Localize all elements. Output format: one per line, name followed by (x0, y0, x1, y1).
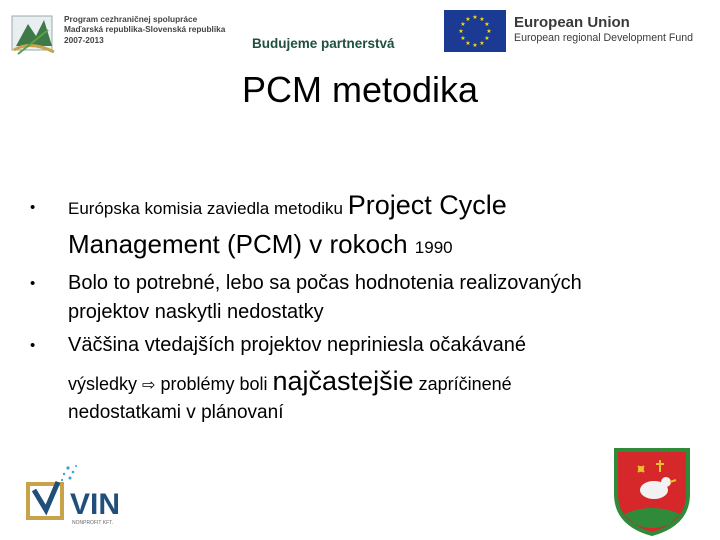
bullet-3-text-a: výsledky (68, 374, 143, 394)
bullet-1-text-big: Project Cycle (347, 190, 507, 220)
eu-flag-icon (444, 10, 506, 52)
bullet-marker: • (30, 275, 36, 292)
eu-subtitle: European regional Development Fund (514, 32, 694, 44)
bullet-marker: • (30, 337, 36, 354)
bullet-1-line-2 (68, 228, 453, 264)
program-line-1: Program cezhraničnej spolupráce (64, 14, 198, 24)
coat-of-arms-icon (610, 444, 694, 536)
program-logo-icon (8, 10, 60, 60)
svg-text:★: ★ (472, 14, 478, 21)
vin-logo-text: VIN (70, 488, 121, 521)
bullet-2-line-1: Bolo to potrebné, lebo sa počas hodnotenia realizovaných (68, 272, 582, 294)
program-line-3: 2007-2013 (64, 34, 104, 45)
svg-text:★: ★ (465, 16, 471, 23)
bullet-3-text-emphasis: najčastejšie (272, 366, 414, 396)
program-line-2: Maďarská republika-Slovenská republika (64, 24, 226, 35)
svg-text:★: ★ (479, 16, 485, 23)
bullet-1-year: 1990 (414, 238, 453, 257)
program-name (64, 14, 225, 45)
svg-text:★: ★ (479, 40, 485, 47)
svg-text:★: ★ (460, 21, 466, 28)
vin-logo-icon (26, 462, 144, 530)
bullet-1-text-small: Európska komisia zaviedla metodiku (68, 199, 348, 218)
slide-title: PCM metodika (241, 69, 479, 110)
svg-text:★: ★ (484, 21, 490, 28)
svg-text:★: ★ (465, 40, 471, 47)
bullet-3-line-1: Väčšina vtedajších projektov nepriniesla očakávané (68, 334, 527, 356)
vin-logo-subtext: NONPROFIT KFT. (72, 520, 114, 526)
svg-text:★: ★ (460, 35, 466, 42)
svg-text:★: ★ (486, 28, 492, 35)
bullet-3-line-3: nedostatkami v plánovaní (68, 402, 284, 423)
svg-text:★: ★ (458, 28, 464, 35)
slogan: Budujeme partnerstvá (252, 36, 395, 51)
bullet-marker: • (30, 199, 36, 216)
svg-text:★: ★ (484, 35, 490, 42)
right-arrow-icon: ⇨ (142, 377, 156, 394)
eu-title: European Union (514, 14, 630, 31)
bullet-3-text-c: zapríčinené (413, 374, 512, 394)
svg-text:★: ★ (472, 42, 478, 49)
bullet-3-line-2 (68, 366, 512, 401)
bullet-3-text-b: problémy boli (155, 374, 273, 394)
bullet-1-text-big-2: Management (PCM) v rokoch (68, 229, 415, 259)
bullet-1-line-1 (68, 190, 507, 224)
bullet-2-line-2: projektov naskytli nedostatky (68, 301, 324, 323)
